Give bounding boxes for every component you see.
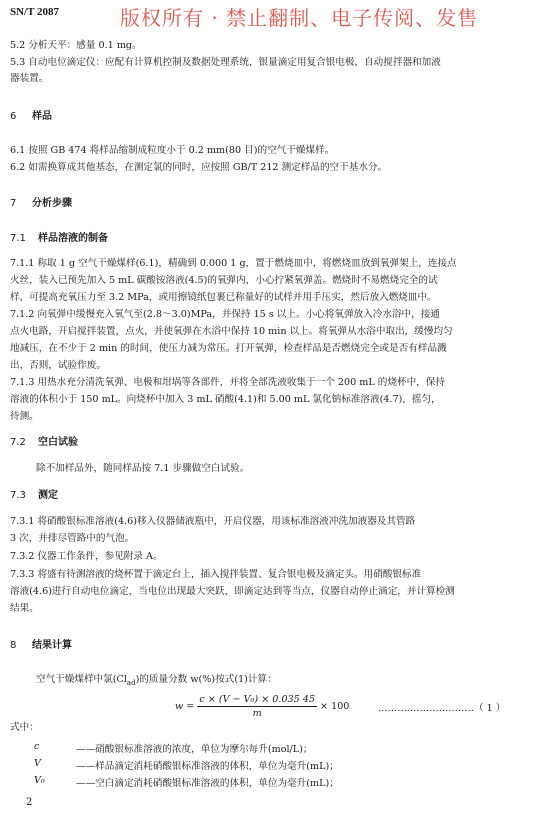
formula-intro: 空气干燥煤样中氯$(Cl_{ad})$的质量分数 w(%)按式(1)计算： xyxy=(36,674,277,687)
formula-lhs: w = xyxy=(175,701,195,712)
clause-7-3-3-cont: 溶液(4.6)进行自动电位滴定，当电位出现最大突跃，即滴定达到等当点，仪器自动停止滴定，并计算检测 xyxy=(10,586,455,597)
heading-7-3: 7.3 测定 xyxy=(10,490,58,501)
clause-7-1-2-cont: 出，否则，试验作废。 xyxy=(10,360,106,371)
formula-fraction xyxy=(197,694,317,719)
chlorine-formula xyxy=(175,694,349,719)
clause-5-3-cont: 器装置。 xyxy=(10,73,49,84)
clause-7-1-1-cont: 样，可提高充氧压力至 3.2 MPa，或用擦镜纸包裹已称量好的试样并用手压实，然后放入燃烧皿中。 xyxy=(10,292,437,303)
where-label: 式中： xyxy=(10,722,39,733)
copyright-watermark: 版权所有 · 禁止翻制、电子传阅、发售 xyxy=(120,6,479,30)
heading-6: 6 样品 xyxy=(10,111,52,122)
clause-7-1-3: 7.1.3 用热水充分清洗氧弹、电极和坩埚等各部件，并将全部洗液收集于一个 200 mL 的烧杯中，保持 xyxy=(10,377,445,388)
heading-8: 8 结果计算 xyxy=(10,640,72,651)
clause-7-1-1: 7.1.1 称取 1 g 空气干燥煤样(6.1)，精确到 0.000 1 g，置于燃烧皿中，将燃烧皿放到氧弹架上，连接点 xyxy=(10,258,457,269)
symbol-c: c xyxy=(34,741,40,752)
clause-7-3-1: 7.3.1 将硝酸银标准溶液(4.6)移入仪器储液瓶中，开启仪器，用该标准溶液冲洗加液器及其管路 xyxy=(10,516,416,527)
standard-code: SN/T 2087 xyxy=(10,6,60,18)
symbol-v-definition: ——样品滴定消耗硝酸银标准溶液的体积，单位为毫升(mL)； xyxy=(76,761,339,772)
symbol-v0: V₀ xyxy=(34,775,45,786)
blank-test-text: 除不加样品外，随同样品按 7.1 步骤做空白试验。 xyxy=(36,463,250,474)
clause-7-3-1-cont: 3 次，并排尽管路中的气泡。 xyxy=(10,533,135,544)
heading-7-1: 7.1 样品溶液的制备 xyxy=(10,233,108,244)
symbol-v0-definition: ——空白滴定消耗硝酸银标准溶液的体积，单位为毫升(mL)； xyxy=(76,778,339,789)
clause-7-1-1-cont: 火丝，装入已预先加入 5 mL 碳酸铵溶液(4.5)的氧弹内，小心拧紧氧弹盖。燃烧时不易燃烧完全的试 xyxy=(10,275,438,286)
clause-6-2: 6.2 如需换算成其他基态，在测定氯的同时，应按照 GB/T 212 测定样品的空干基水分。 xyxy=(10,162,388,173)
symbol-c-definition: ——硝酸银标准溶液的浓度，单位为摩尔每升(mol/L)； xyxy=(76,744,313,755)
symbol-v: V xyxy=(34,758,41,769)
heading-7: 7 分析步骤 xyxy=(10,198,72,209)
clause-7-1-3-cont: 待测。 xyxy=(10,411,39,422)
clause-7-1-2-cont: 地减压，在不少于 2 min 的时间，使压力减为常压。打开氧弹，检查样品是否燃烧完全或是否有样品溅 xyxy=(10,343,447,354)
formula-times-100: × 100 xyxy=(320,701,350,712)
clause-7-3-3-cont: 结果。 xyxy=(10,603,39,614)
clause-7-1-2: 7.1.2 向氧弹中缓慢充入氧气至(2.8～3.0)MPa，并保持 15 s 以上。小心将氧弹放入冷水浴中，接通 xyxy=(10,309,440,320)
heading-7-2: 7.2 空白试验 xyxy=(10,437,78,448)
clause-5-2: 5.2 分析天平：感量 0.1 mg。 xyxy=(10,40,142,51)
clause-6-1: 6.1 按照 GB 474 将样品缩制成粒度小于 0.2 mm(80 目)的空气干燥煤样。 xyxy=(10,145,335,156)
equation-number: …………………………（ 1 ） xyxy=(378,703,506,714)
clause-7-3-2: 7.3.2 仪器工作条件，参见附录 A。 xyxy=(10,551,163,562)
formula-denominator: m xyxy=(252,708,262,719)
clause-5-3: 5.3 自动电位滴定仪：应配有计算机控制及数据处理系统，银量滴定用复合银电极，自动搅拌器和加液 xyxy=(10,57,441,68)
clause-7-3-3: 7.3.3 将盛有待测溶液的烧杯置于滴定台上，插入搅拌装置、复合银电极及滴定头。用硝酸银标准 xyxy=(10,569,422,580)
clause-7-1-2-cont: 点火电路，开启搅拌装置，点火，并使氧弹在水浴中保持 10 min 以上。将氧弹从水浴中取出，缓慢均匀 xyxy=(10,326,453,337)
clause-7-1-3-cont: 溶液的体积小于 150 mL。向烧杯中加入 3 mL 硝酸(4.1)和 5.00 mL 氯化钠标准溶液(4.7)，摇匀， xyxy=(10,394,441,405)
page-number: 2 xyxy=(26,797,33,808)
formula-numerator: c × (V − V₀) × 0.035 45 xyxy=(199,694,316,705)
